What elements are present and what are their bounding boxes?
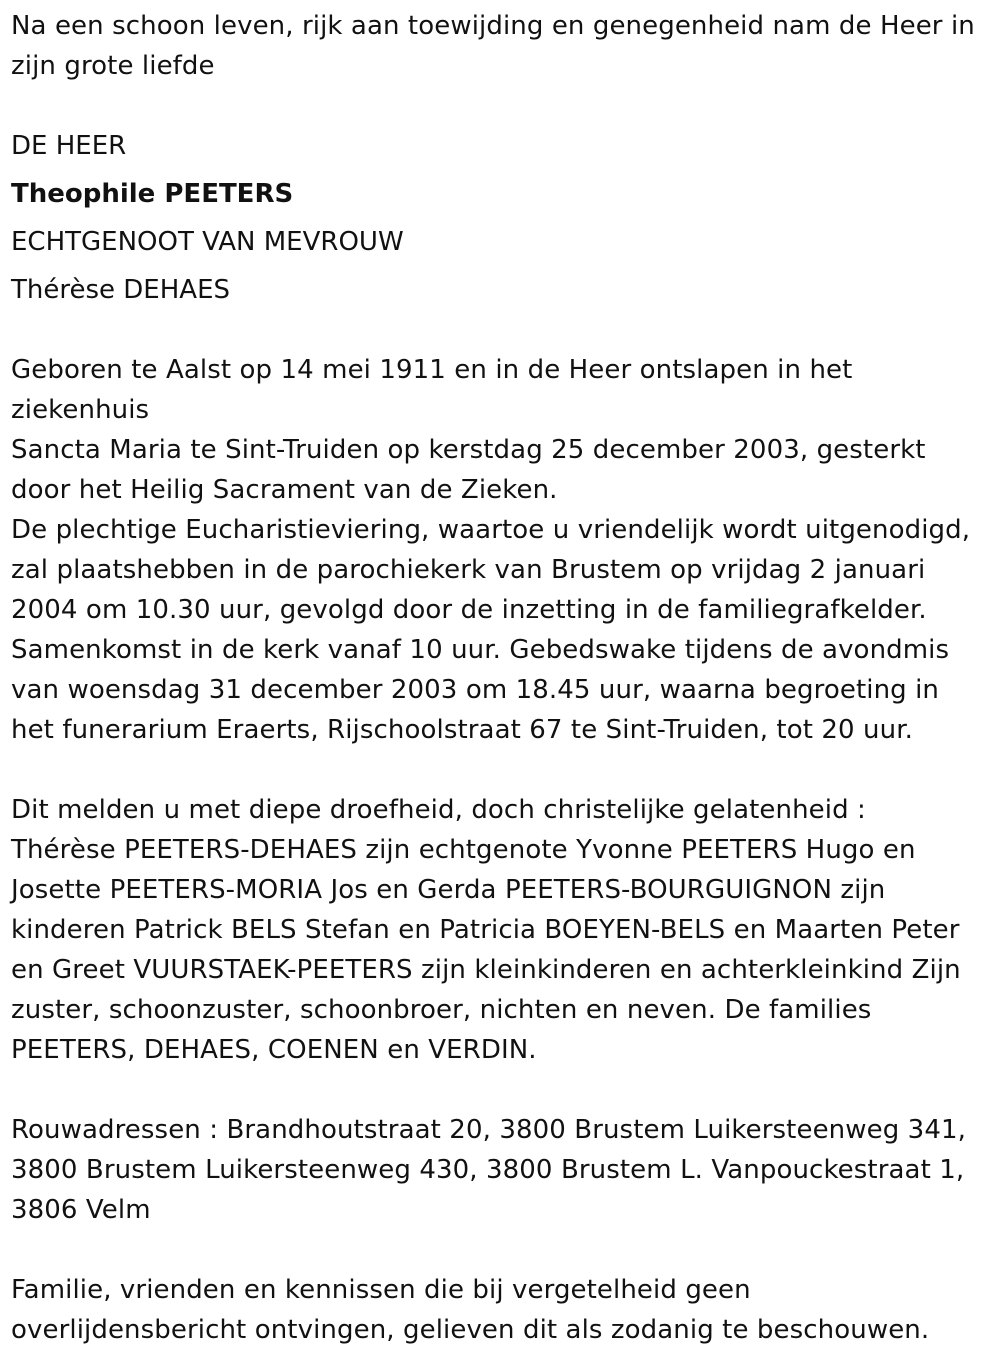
service-paragraph: De plechtige Eucharistieviering, waartoe u vriendelijk wordt uitgenodigd, zal plaatshebben in de parochiekerk van Brustem op vrijdag 2 januari 2004 om 10.30 uur, gevolgd door de inzetting in de familiegrafkelder. Samenkomst in de kerk vanaf 10 uur. Gebedswake tijdens de avondmis van woensdag 31 december 2003 om 18.45 uur, waarna begroeting in het funerarium Eraerts, Rijschoolstraat 67 te Sint-Truiden, tot 20 uur. xyxy=(11,515,971,745)
intro-paragraph: Na een schoon leven, rijk aan toewijding en genegenheid nam de Heer in zijn grote liefde xyxy=(11,11,975,81)
deceased-name: Theophile PEETERS xyxy=(11,179,294,209)
closing-paragraph: Familie, vrienden en kennissen die bij vergetelheid geen overlijdensbericht ontvingen, gelieven dit als zodanig te beschouwen. xyxy=(11,1275,930,1345)
spouse-label: ECHTGENOOT VAN MEVROUW xyxy=(11,227,404,257)
addresses-paragraph: Rouwadressen : Brandhoutstraat 20, 3800 Brustem Luikersteenweg 341, 3800 Brustem Luikersteenweg 430, 3800 Brustem L. Vanpouckestraat 1, 3806 Velm xyxy=(11,1115,966,1225)
spouse-name: Thérèse DEHAES xyxy=(11,275,230,305)
title-line: DE HEER xyxy=(11,131,127,161)
birth-death-paragraph: Geboren te Aalst op 14 mei 1911 en in de Heer ontslapen in het ziekenhuis Sancta Maria te Sint-Truiden op kerstdag 25 december 2003, gesterkt door het Heilig Sacrament van de Zieken. xyxy=(11,355,926,505)
family-paragraph: Dit melden u met diepe droefheid, doch christelijke gelatenheid : Thérèse PEETERS-DEHAES zijn echtgenote Yvonne PEETERS Hugo en Josette PEETERS-MORIA Jos en Gerda PEETERS-BOURGUIGNON zijn kinderen Patrick BELS Stefan en Patricia BOEYEN-BELS en Maarten Peter en Greet VUURSTAEK-PEETERS zijn kleinkinderen en achterkleinkind Zijn zuster, schoonzuster, schoonbroer, nichten en neven. De families PEETERS, DEHAES, COENEN en VERDIN. xyxy=(11,795,961,1065)
